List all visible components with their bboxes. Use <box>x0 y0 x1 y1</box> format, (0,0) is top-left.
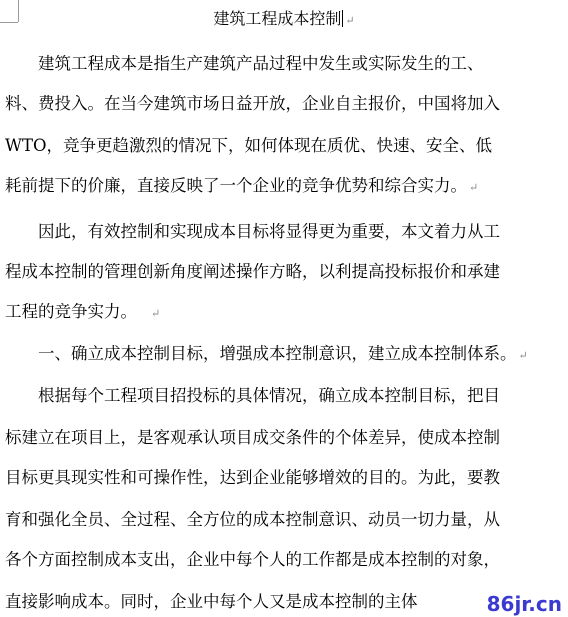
paragraph-line-text: 耗前提下的价廉，直接反映了一个企业的竞争优势和综合实力。 <box>5 176 467 195</box>
paragraph-line: 程成本控制的管理创新角度阐述操作方略，以利提高投标报价和承建 <box>5 262 500 281</box>
paragraph-mark-icon: ↵ <box>469 181 479 194</box>
paragraph-line: 各个方面控制成本支出，企业中每个人的工作都是成本控制的对象， <box>5 550 500 569</box>
title-text: 建筑工程成本控制 <box>213 9 342 28</box>
paragraph-line: 因此，有效控制和实现成本目标将显得更为重要，本文着力从工 <box>38 222 500 241</box>
paragraph-line: 根据每个工程项目招投标的具体情况，确立成本控制目标，把目 <box>38 386 500 405</box>
paragraph-line: 标建立在项目上，是客观承认项目成交条件的个体差异，使成本控制 <box>5 428 500 447</box>
paragraph-mark-icon: ↵ <box>345 14 355 27</box>
section-heading <box>38 342 528 368</box>
paragraph-line: 建筑工程成本是指生产建筑产品过程中发生或实际发生的工、 <box>38 54 484 73</box>
paragraph-line-text: 工程的竞争实力。 <box>5 302 137 321</box>
paragraph-line: 料、费投入。在当今建筑市场日益开放，企业自主报价，中国将加入 <box>5 94 500 113</box>
site-watermark: 86jr.cn <box>486 592 562 616</box>
paragraph-line: 育和强化全员、全过程、全方位的成本控制意识、动员一切力量，从 <box>5 510 500 529</box>
paragraph-mark-icon: ↵ <box>151 307 161 320</box>
paragraph-line <box>5 300 160 326</box>
paragraph-mark-icon: ↵ <box>518 349 528 362</box>
paragraph-line: 直接影响成本。同时，企业中每个人又是成本控制的主体 <box>5 592 418 611</box>
document-title <box>0 8 568 32</box>
paragraph-line: 目标更具现实性和可操作性，达到企业能够增效的目的。为此，要教 <box>5 468 500 487</box>
section-heading-text: 一、确立成本控制目标，增强成本控制意识，建立成本控制体系。 <box>38 344 517 363</box>
paragraph-line <box>5 174 478 200</box>
text-cursor <box>342 10 343 27</box>
paragraph-line: WTO，竞争更趋激烈的情况下，如何体现在质优、快速、安全、低 <box>5 136 492 155</box>
